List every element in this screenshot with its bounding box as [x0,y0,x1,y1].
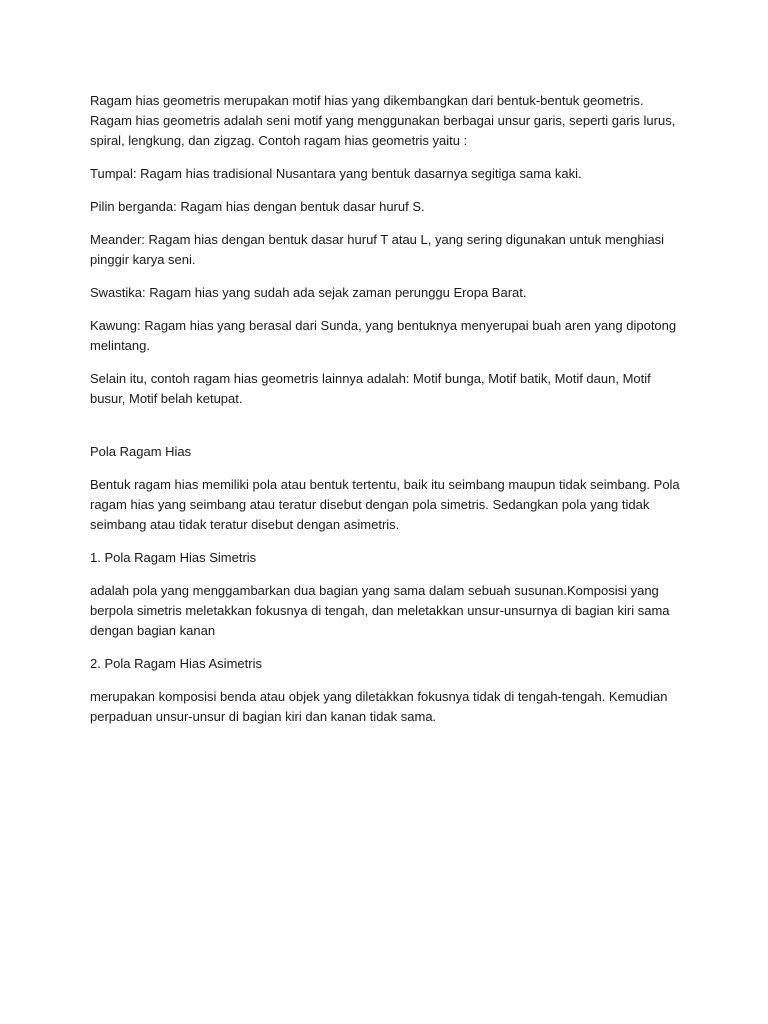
asimetris-description: merupakan komposisi benda atau objek yang diletakkan fokusnya tidak di tengah-tengah. Kemudian perpaduan unsur-unsur di bagian kiri dan kanan tidak sama. [90,689,668,724]
subheading-asimetris: 2. Pola Ragam Hias Asimetris [90,656,262,671]
list-item-tumpal: Tumpal: Ragam hias tradisional Nusantara yang bentuk dasarnya segitiga sama kaki. [90,166,582,181]
list-item-meander: Meander: Ragam hias dengan bentuk dasar huruf T atau L, yang sering digunakan untuk menghiasi pinggir karya seni. [90,232,665,267]
subheading-simetris: 1. Pola Ragam Hias Simetris [90,550,257,565]
other-examples-paragraph: Selain itu, contoh ragam hias geometris lainnya adalah: Motif bunga, Motif batik, Motif daun, Motif busur, Motif belah ketupat. [90,371,651,406]
pola-description-paragraph: Bentuk ragam hias memiliki pola atau bentuk tertentu, baik itu seimbang maupun tidak seimbang. Pola ragam hias yang seimbang atau teratur disebut dengan pola simetris. Sedangkan pola yang tidak seimbang atau tidak teratur disebut dengan asimetris. [90,477,680,532]
section-heading-pola-ragam-hias: Pola Ragam Hias [90,444,192,459]
list-item-swastika: Swastika: Ragam hias yang sudah ada sejak zaman perunggu Eropa Barat. [90,285,527,300]
intro-paragraph: Ragam hias geometris merupakan motif hias yang dikembangkan dari bentuk-bentuk geometris. Ragam hias geometris adalah seni motif yang menggunakan berbagai unsur garis, seperti garis lurus, spiral, lengkung, dan zigzag. Contoh ragam hias geometris yaitu : [90,93,676,148]
document-page [90,91,680,740]
list-item-pilin-berganda: Pilin berganda: Ragam hias dengan bentuk dasar huruf S. [90,199,425,214]
list-item-kawung: Kawung: Ragam hias yang berasal dari Sunda, yang bentuknya menyerupai buah aren yang dipotong melintang. [90,318,677,353]
simetris-description: adalah pola yang menggambarkan dua bagian yang sama dalam sebuah susunan.Komposisi yang berpola simetris meletakkan fokusnya di tengah, dan meletakkan unsur-unsurnya di bagian kiri sama dengan bagian kanan [90,583,670,638]
